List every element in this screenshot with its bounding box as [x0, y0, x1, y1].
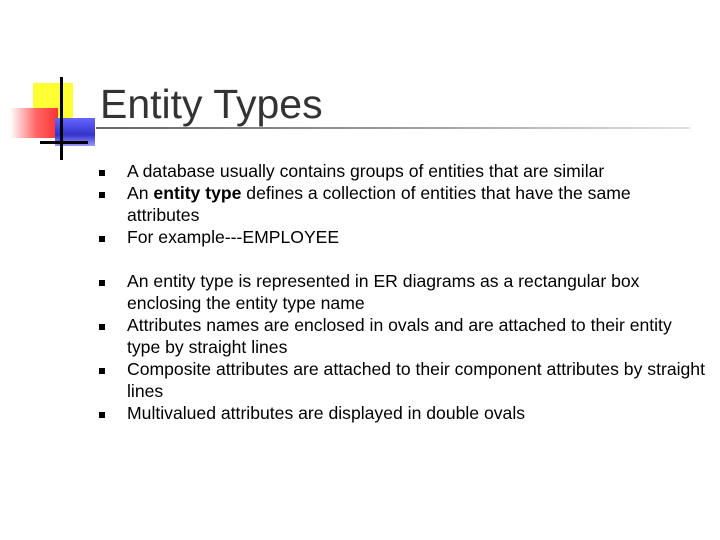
bullet-text: Attributes names are enclosed in ovals and are attached to their entity type by straight lines	[127, 315, 672, 357]
square-bullet-icon	[99, 192, 105, 198]
bullet-text	[127, 182, 706, 226]
bullet-item	[96, 182, 706, 226]
bullet-text-post: defines a collection of entities that have the same attributes	[127, 183, 631, 225]
bullet-item	[96, 270, 706, 314]
square-bullet-icon	[99, 280, 105, 286]
red-square	[10, 108, 58, 138]
slide-title: Entity Types	[100, 81, 323, 127]
bullet-item	[96, 314, 706, 358]
square-bullet-icon	[99, 412, 105, 418]
bullet-item	[96, 402, 706, 424]
bullet-text-bold: entity type	[153, 183, 242, 203]
bullet-text: Composite attributes are attached to their component attributes by straight lines	[127, 359, 705, 401]
bullet-item	[96, 160, 706, 182]
square-bullet-icon	[99, 368, 105, 374]
bullet-text: An entity type is represented in ER diagrams as a rectangular box enclosing the entity type name	[127, 271, 640, 313]
horizontal-line	[40, 141, 88, 144]
square-bullet-icon	[99, 170, 105, 176]
bullet-text: Multivalued attributes are displayed in double ovals	[127, 403, 526, 423]
bullet-text: For example---EMPLOYEE	[127, 227, 340, 247]
vertical-line	[60, 77, 63, 160]
bullet-item	[96, 358, 706, 402]
bullet-text-pre: An	[127, 183, 154, 203]
square-bullet-icon	[99, 324, 105, 330]
square-bullet-icon	[99, 236, 105, 242]
bullet-item	[96, 226, 706, 248]
bullet-text: A database usually contains groups of entities that are similar	[127, 161, 605, 181]
bullet-list	[96, 160, 706, 424]
